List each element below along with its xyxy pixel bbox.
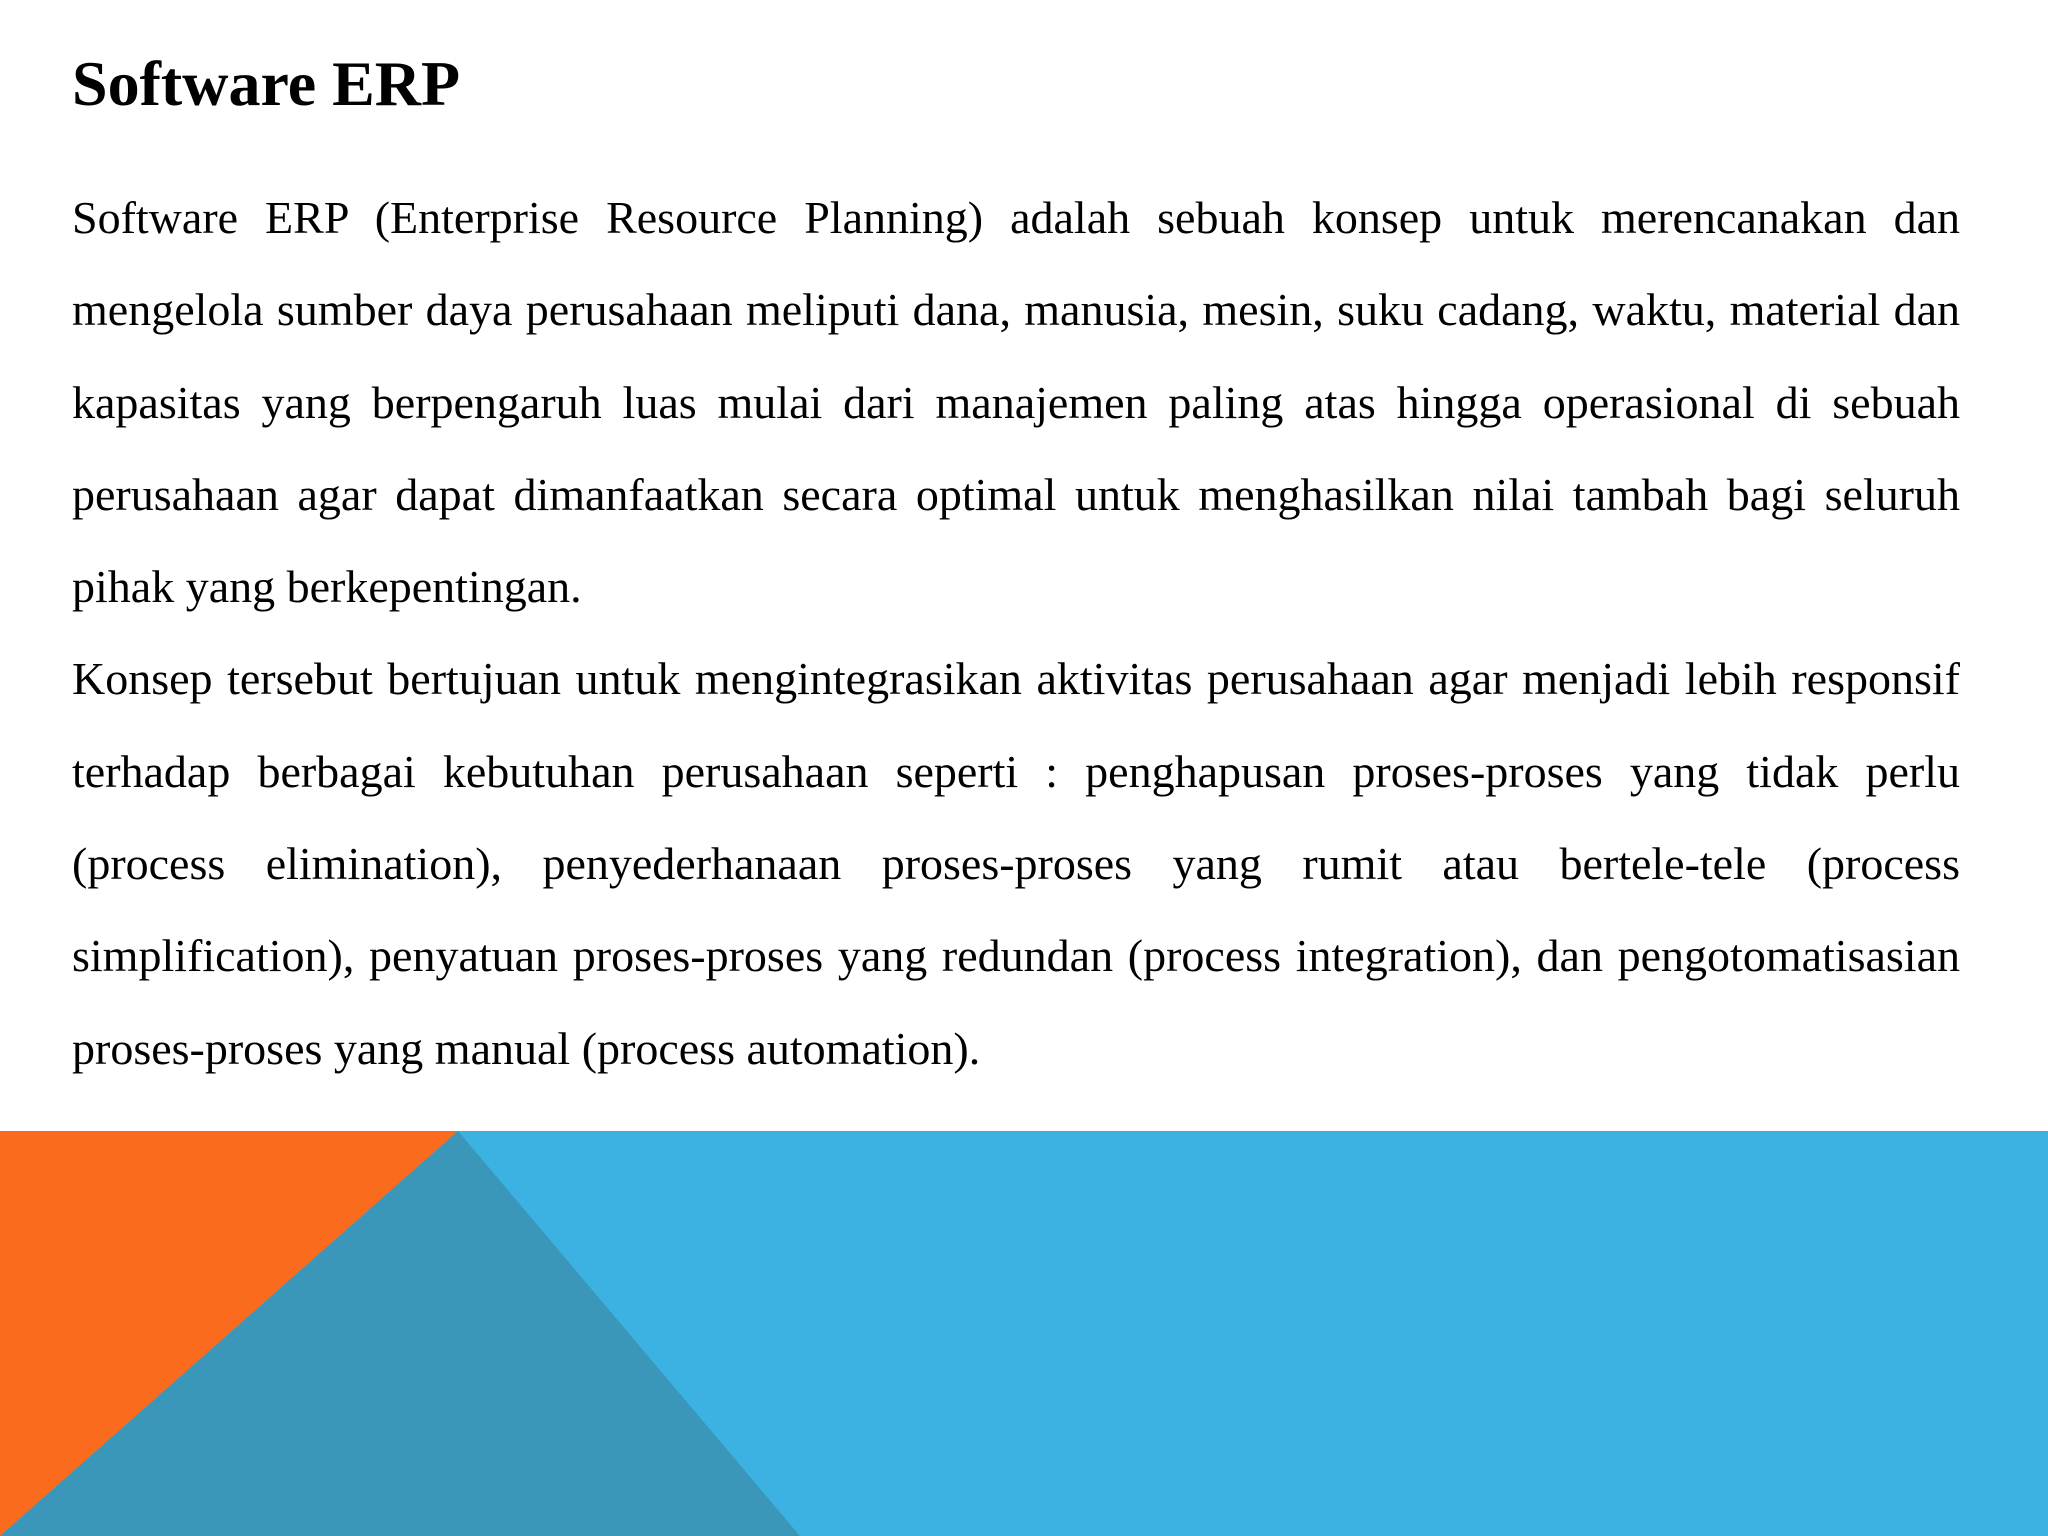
body-paragraph-2: Konsep tersebut bertujuan untuk mengintegrasikan aktivitas perusahaan agar menjadi lebih responsif terhadap berbagai kebutuhan perusahaan seperti : penghapusan proses-proses yang tidak perlu (process elimination), penyederhanaan proses-proses yang rumit atau bertele-tele (process simplification), penyatuan proses-proses yang redundan (process integration), dan pengotomatisasian proses-proses yang manual (process automation). [72,653,1960,1074]
decorative-bottom-band [0,1131,2048,1536]
slide-title: Software ERP [72,48,461,119]
slide-body [72,172,1960,1095]
body-paragraph-1: Software ERP (Enterprise Resource Planning) adalah sebuah konsep untuk merencanakan dan mengelola sumber daya perusahaan meliputi dana, manusia, mesin, suku cadang, waktu, material dan kapasitas yang berpengaruh luas mulai dari manajemen paling atas hingga operasional di sebuah perusahaan agar dapat dimanfaatkan secara optimal untuk menghasilkan nilai tambah bagi seluruh pihak yang berkepentingan. [72,192,1960,613]
